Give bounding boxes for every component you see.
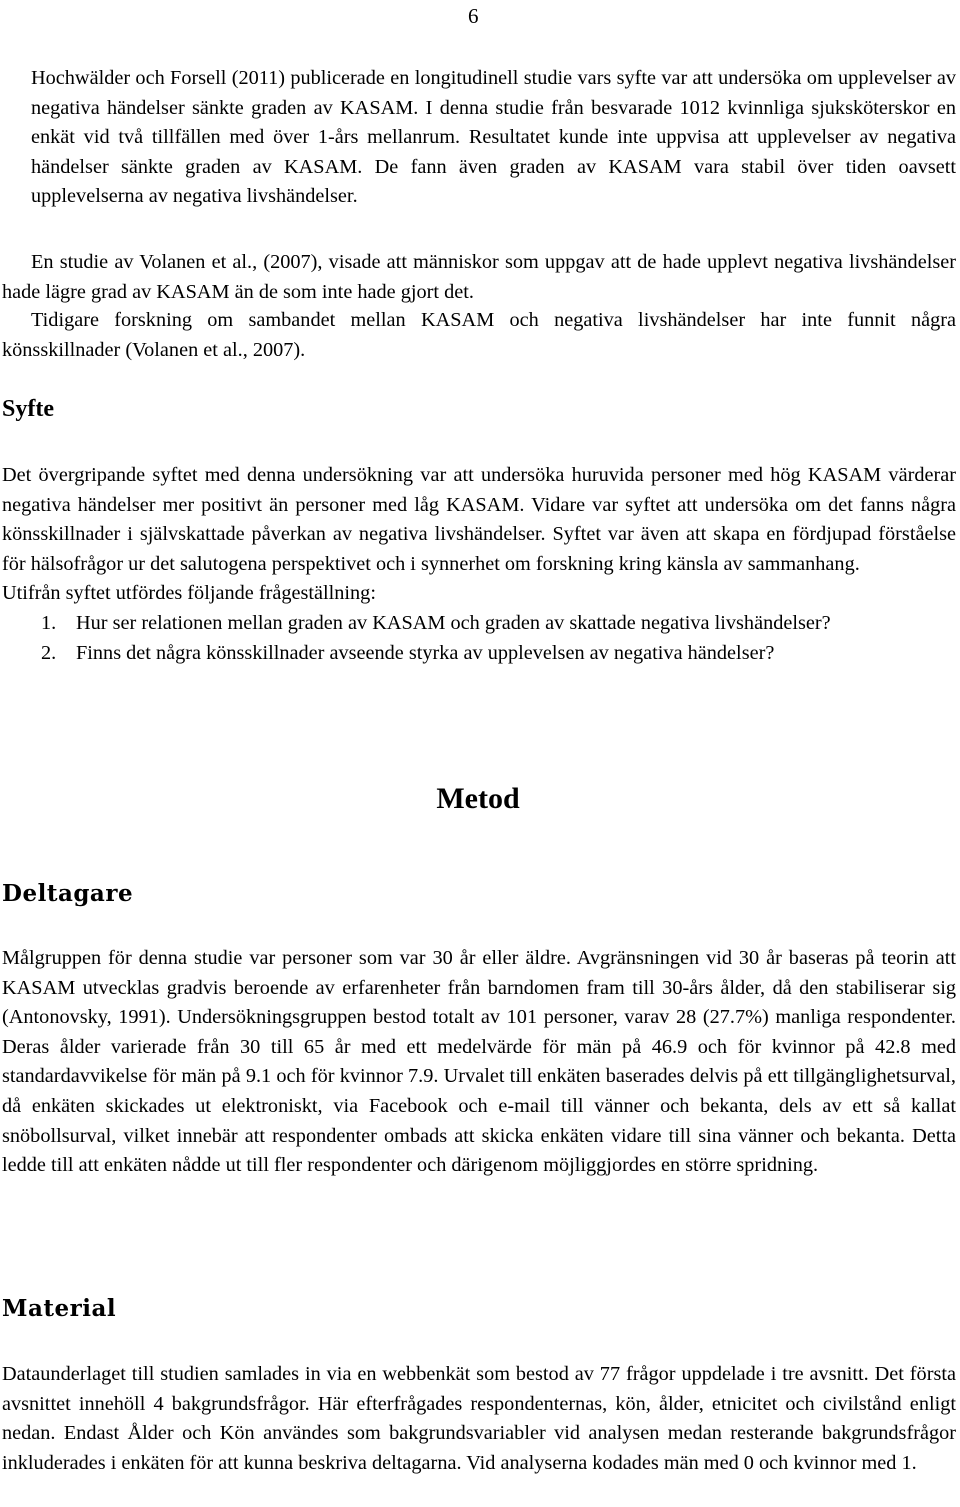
deltagare-heading: Deltagare [2, 880, 134, 907]
question-text-1: Hur ser relationen mellan graden av KASAM och graden av skattade negativa livshändelser? [76, 611, 831, 634]
question-text-2: Finns det några könsskillnader avseende styrka av upplevelsen av negativa händelser? [76, 641, 775, 664]
question-list [2, 609, 956, 668]
intro-paragraph-3: Tidigare forskning om sambandet mellan KASAM och negativa livshändelser har inte funnit några könsskillnader (Volanen et al., 2007). [2, 309, 956, 361]
metod-heading: Metod [436, 782, 520, 815]
material-body: Dataunderlaget till studien samlades in via en webbenkät som bestod av 77 frågor uppdelade i tre avsnitt. Det första avsnittet innehöll 4 bakgrundsfrågor. Här efterfrågades respondenternas, kön, ålder, etnicitet och civilstånd enligt nedan. Endast Ålder och Kön användes som bakgrundsvariabler vid analysen medan resterande bakgrundsfrågor inkluderades i enkäten för att kunna beskriva deltagarna. Vid analyserna kodades män med 0 och kvinnor med 1. [2, 1363, 956, 1474]
question-number-1: 1. [41, 611, 57, 634]
deltagare-body: Målgruppen för denna studie var personer som var 30 år eller äldre. Avgränsningen vid 30 år baseras på teorin att KASAM utvecklas gradvis beroende av erfarenheter från barndomen fram till 30-års ålder, då den stabiliserar sig (Antonovsky, 1991). Undersökningsgruppen bestod totalt av 101 personer, varav 28 (27.7%) manliga respondenter. Deras ålder varierade från 30 till 65 år med ett medelvärde för män på 46.9 och för kvinnor på 42.8 med standardavvikelse för män på 9.1 och för kvinnor 7.9. Urvalet till enkäten baserades delvis på ett tillgänglighetsurval, då enkäten skickades ut elektroniskt, via Facebook och e-mail till vänner och bekanta, dels av ett så kallat snöbollsurval, vilket innebär att respondenter ombads att skicka enkäten vidare till sina vänner och bekanta. Detta ledde till att enkäten nådde ut till fler respondenter och därigenom möjliggjordes en större spridning. [2, 947, 956, 1177]
syfte-heading: Syfte [2, 396, 54, 422]
intro-paragraph-2: En studie av Volanen et al., (2007), visade att människor som uppgav att de hade upplevt negativa livshändelser hade lägre grad av KASAM än de som inte hade gjort det. [2, 251, 956, 303]
syfte-body: Det övergripande syftet med denna undersökning var att undersöka huruvida personer med hög KASAM värderar negativa händelser mer positivt än personer med låg KASAM. Vidare var syftet att undersöka om det fanns några könsskillnader i självskattade påverkan av negativa livshändelser. Syftet var även att skapa en fördjupad förståelse för hälsofrågor ur det salutogena perspektivet och i synnerhet om forskning kring känsla av sammanhang. [2, 464, 956, 575]
question-item-1 [2, 609, 956, 639]
intro-paragraph-1: Hochwälder och Forsell (2011) publicerade en longitudinell studie vars syfte var att undersöka om upplevelser av negativa händelser sänkte graden av KASAM. I denna studie från besvarade 1012 kvinnliga sjuksköterskor en enkät vid två tillfällen med över 1-års mellanrum. Resultatet kunde inte uppvisa att upplevelser av negativa händelser sänkte graden av KASAM. De fann även graden av KASAM vara stabil över tiden oavsett upplevelserna av negativa livshändelser. [31, 67, 956, 208]
syfte-section [2, 461, 956, 668]
page-number: 6 [468, 4, 479, 28]
syfte-lead: Utifrån syftet utfördes följande frågeställning: [2, 582, 376, 605]
question-number-2: 2. [41, 641, 57, 664]
material-heading: Material [2, 1295, 117, 1322]
question-item-2 [2, 639, 956, 669]
